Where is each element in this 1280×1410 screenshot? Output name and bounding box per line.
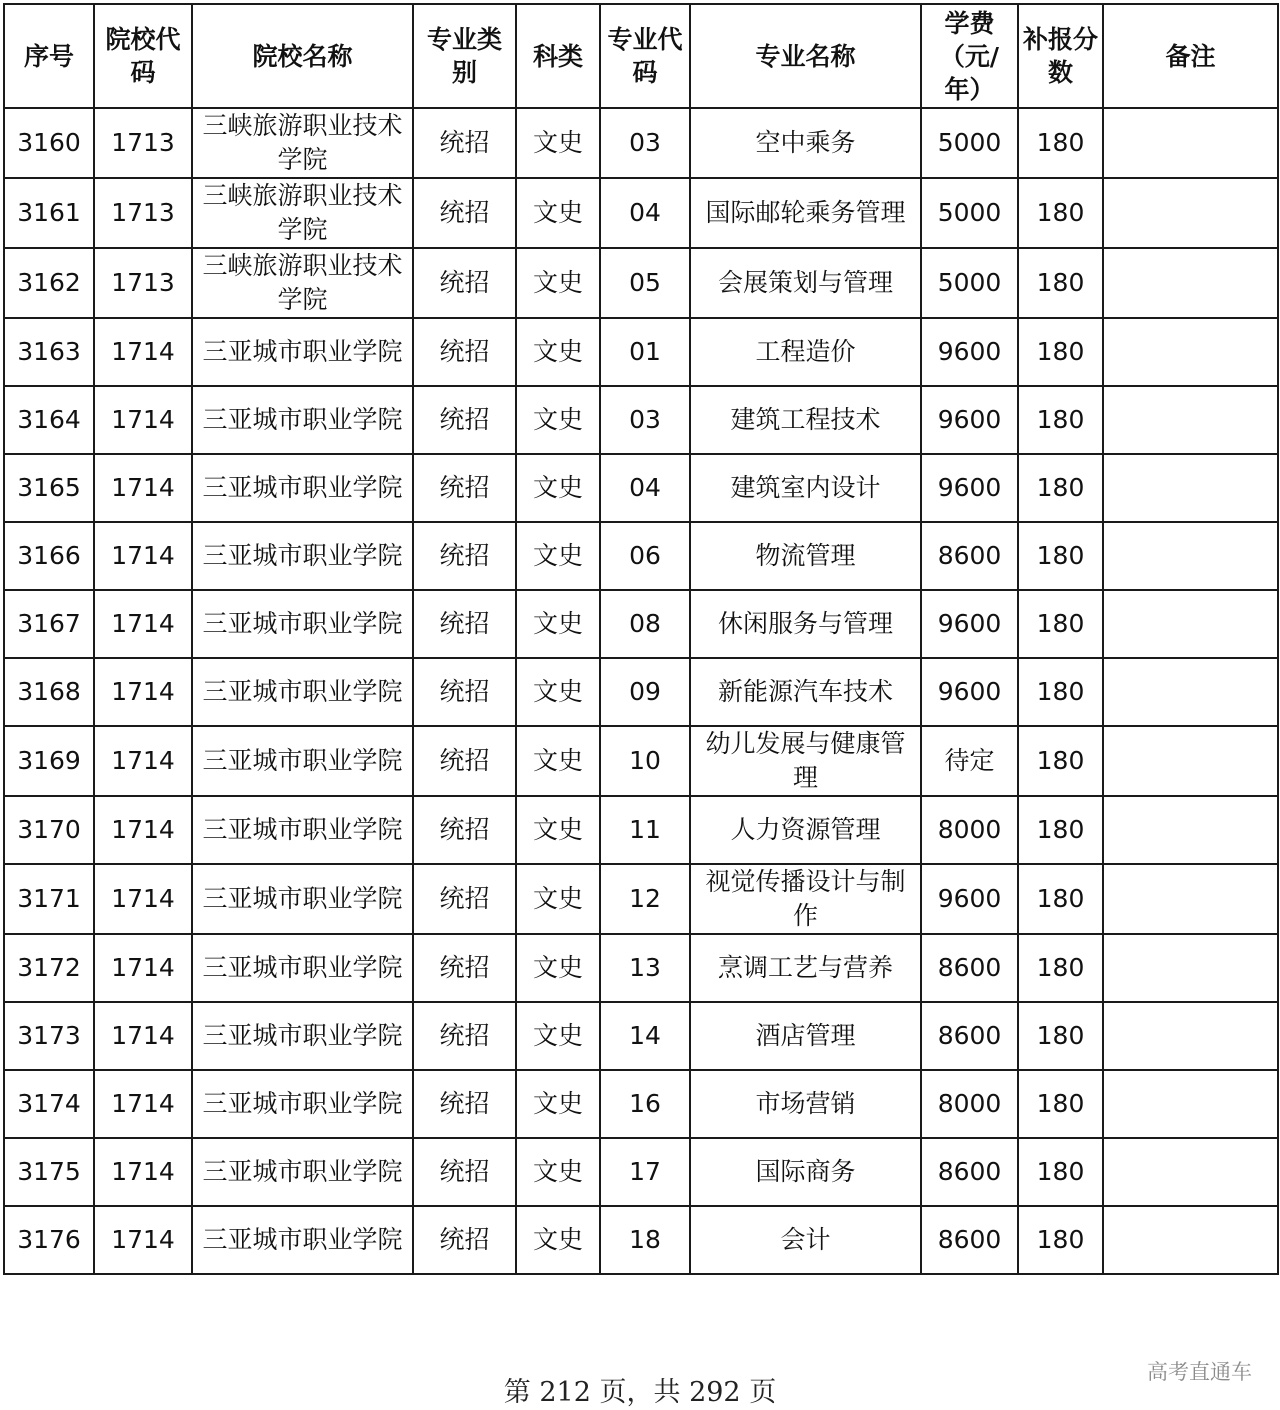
cell-school-name: 三亚城市职业学院 [192,1206,413,1274]
table-row [4,248,1278,318]
cell-remark [1103,108,1278,178]
cell-category: 文史 [516,1206,600,1274]
table-row [4,658,1278,726]
table-row [4,454,1278,522]
cell-major-name: 空中乘务 [690,108,921,178]
cell-major-type: 统招 [413,934,516,1002]
cell-major-name: 烹调工艺与营养 [690,934,921,1002]
cell-major-code: 05 [600,248,690,318]
cell-score: 180 [1018,108,1103,178]
cell-tuition: 8600 [921,1206,1018,1274]
cell-school-code: 1713 [94,178,192,248]
cell-tuition: 9600 [921,454,1018,522]
cell-tuition: 8000 [921,796,1018,864]
cell-school-code: 1713 [94,248,192,318]
cell-remark [1103,864,1278,934]
cell-major-type: 统招 [413,318,516,386]
table-row [4,108,1278,178]
cell-school-code: 1714 [94,934,192,1002]
header-major-code: 专业代码 [600,4,690,108]
cell-major-type: 统招 [413,726,516,796]
cell-school-code: 1714 [94,522,192,590]
cell-school-name: 三亚城市职业学院 [192,658,413,726]
table-row [4,726,1278,796]
cell-major-code: 09 [600,658,690,726]
cell-seq: 3176 [4,1206,94,1274]
cell-remark [1103,454,1278,522]
cell-major-name: 市场营销 [690,1070,921,1138]
header-tuition: 学费（元/年） [921,4,1018,108]
cell-school-name: 三亚城市职业学院 [192,590,413,658]
table-row [4,386,1278,454]
cell-major-code: 03 [600,108,690,178]
cell-score: 180 [1018,386,1103,454]
cell-school-code: 1714 [94,726,192,796]
cell-school-name: 三亚城市职业学院 [192,726,413,796]
cell-school-code: 1714 [94,1138,192,1206]
cell-score: 180 [1018,1002,1103,1070]
cell-seq: 3162 [4,248,94,318]
cell-major-type: 统招 [413,108,516,178]
cell-remark [1103,1138,1278,1206]
cell-school-code: 1714 [94,658,192,726]
cell-remark [1103,658,1278,726]
cell-major-type: 统招 [413,1206,516,1274]
cell-tuition: 8600 [921,934,1018,1002]
cell-school-code: 1714 [94,318,192,386]
cell-tuition: 8600 [921,522,1018,590]
cell-school-code: 1714 [94,864,192,934]
cell-major-type: 统招 [413,796,516,864]
table-row [4,1206,1278,1274]
cell-school-name: 三亚城市职业学院 [192,386,413,454]
cell-category: 文史 [516,318,600,386]
cell-major-name: 新能源汽车技术 [690,658,921,726]
cell-school-name: 三亚城市职业学院 [192,934,413,1002]
cell-school-code: 1714 [94,590,192,658]
cell-major-type: 统招 [413,454,516,522]
cell-score: 180 [1018,522,1103,590]
table-row [4,1002,1278,1070]
cell-school-code: 1714 [94,796,192,864]
cell-score: 180 [1018,178,1103,248]
header-seq: 序号 [4,4,94,108]
cell-tuition: 8000 [921,1070,1018,1138]
cell-major-name: 幼儿发展与健康管理 [690,726,921,796]
page-number: 第 212 页，共 292 页 [503,1377,777,1408]
cell-major-code: 03 [600,386,690,454]
table-row [4,318,1278,386]
cell-category: 文史 [516,590,600,658]
cell-category: 文史 [516,248,600,318]
cell-tuition: 9600 [921,318,1018,386]
cell-tuition: 5000 [921,178,1018,248]
cell-major-type: 统招 [413,1138,516,1206]
cell-major-code: 11 [600,796,690,864]
cell-major-name: 视觉传播设计与制作 [690,864,921,934]
cell-remark [1103,318,1278,386]
cell-remark [1103,248,1278,318]
cell-seq: 3161 [4,178,94,248]
cell-tuition: 9600 [921,386,1018,454]
cell-tuition: 待定 [921,726,1018,796]
cell-tuition: 8600 [921,1138,1018,1206]
cell-remark [1103,726,1278,796]
cell-major-code: 04 [600,178,690,248]
cell-major-name: 建筑室内设计 [690,454,921,522]
cell-major-name: 会计 [690,1206,921,1274]
header-major-type: 专业类别 [413,4,516,108]
cell-category: 文史 [516,178,600,248]
cell-major-name: 物流管理 [690,522,921,590]
cell-seq: 3175 [4,1138,94,1206]
table-row [4,796,1278,864]
cell-tuition: 5000 [921,248,1018,318]
cell-remark [1103,1002,1278,1070]
table-body [4,108,1278,1274]
cell-tuition: 9600 [921,658,1018,726]
cell-category: 文史 [516,522,600,590]
cell-major-code: 16 [600,1070,690,1138]
cell-major-type: 统招 [413,590,516,658]
cell-major-type: 统招 [413,1002,516,1070]
cell-major-code: 06 [600,522,690,590]
cell-school-code: 1714 [94,386,192,454]
table-row [4,522,1278,590]
cell-tuition: 9600 [921,590,1018,658]
header-score: 补报分数 [1018,4,1103,108]
cell-category: 文史 [516,864,600,934]
cell-score: 180 [1018,318,1103,386]
cell-category: 文史 [516,386,600,454]
cell-seq: 3168 [4,658,94,726]
cell-major-name: 会展策划与管理 [690,248,921,318]
cell-seq: 3169 [4,726,94,796]
cell-school-name: 三亚城市职业学院 [192,1138,413,1206]
cell-major-code: 17 [600,1138,690,1206]
cell-school-name: 三峡旅游职业技术学院 [192,178,413,248]
cell-school-name: 三亚城市职业学院 [192,522,413,590]
cell-tuition: 5000 [921,108,1018,178]
cell-remark [1103,796,1278,864]
cell-school-name: 三亚城市职业学院 [192,864,413,934]
cell-school-name: 三亚城市职业学院 [192,454,413,522]
cell-score: 180 [1018,1138,1103,1206]
cell-major-type: 统招 [413,386,516,454]
table-row [4,1138,1278,1206]
cell-category: 文史 [516,1070,600,1138]
cell-major-type: 统招 [413,522,516,590]
cell-score: 180 [1018,864,1103,934]
header-school-name: 院校名称 [192,4,413,108]
cell-school-name: 三亚城市职业学院 [192,1002,413,1070]
header-school-code: 院校代码 [94,4,192,108]
cell-major-name: 国际邮轮乘务管理 [690,178,921,248]
cell-category: 文史 [516,1002,600,1070]
cell-remark [1103,934,1278,1002]
cell-remark [1103,1070,1278,1138]
cell-major-name: 国际商务 [690,1138,921,1206]
cell-major-type: 统招 [413,178,516,248]
header-category: 科类 [516,4,600,108]
cell-score: 180 [1018,796,1103,864]
cell-school-name: 三峡旅游职业技术学院 [192,108,413,178]
cell-score: 180 [1018,248,1103,318]
cell-remark [1103,590,1278,658]
cell-seq: 3166 [4,522,94,590]
cell-category: 文史 [516,1138,600,1206]
cell-score: 180 [1018,454,1103,522]
header-remark: 备注 [1103,4,1278,108]
cell-major-code: 14 [600,1002,690,1070]
cell-school-code: 1714 [94,1206,192,1274]
cell-major-type: 统招 [413,658,516,726]
table-row [4,178,1278,248]
cell-tuition: 9600 [921,864,1018,934]
cell-category: 文史 [516,796,600,864]
watermark-text: 高考直通车 [1147,1360,1252,1384]
cell-score: 180 [1018,658,1103,726]
cell-score: 180 [1018,934,1103,1002]
cell-seq: 3160 [4,108,94,178]
cell-seq: 3163 [4,318,94,386]
cell-school-name: 三亚城市职业学院 [192,318,413,386]
cell-school-name: 三峡旅游职业技术学院 [192,248,413,318]
cell-remark [1103,1206,1278,1274]
cell-seq: 3171 [4,864,94,934]
cell-major-code: 08 [600,590,690,658]
cell-major-name: 酒店管理 [690,1002,921,1070]
cell-major-type: 统招 [413,248,516,318]
cell-remark [1103,522,1278,590]
cell-school-code: 1714 [94,1002,192,1070]
cell-major-name: 休闲服务与管理 [690,590,921,658]
admission-table [3,3,1279,1275]
cell-major-type: 统招 [413,864,516,934]
cell-seq: 3165 [4,454,94,522]
cell-major-name: 建筑工程技术 [690,386,921,454]
cell-category: 文史 [516,726,600,796]
cell-remark [1103,178,1278,248]
cell-category: 文史 [516,934,600,1002]
cell-seq: 3173 [4,1002,94,1070]
table-header-row [4,4,1278,108]
table-row [4,590,1278,658]
cell-major-code: 13 [600,934,690,1002]
cell-score: 180 [1018,1070,1103,1138]
cell-tuition: 8600 [921,1002,1018,1070]
cell-seq: 3172 [4,934,94,1002]
cell-seq: 3167 [4,590,94,658]
cell-school-code: 1714 [94,1070,192,1138]
cell-major-code: 12 [600,864,690,934]
cell-category: 文史 [516,658,600,726]
table-row [4,934,1278,1002]
cell-major-name: 人力资源管理 [690,796,921,864]
cell-seq: 3174 [4,1070,94,1138]
table-row [4,864,1278,934]
cell-major-name: 工程造价 [690,318,921,386]
cell-major-code: 04 [600,454,690,522]
cell-school-name: 三亚城市职业学院 [192,1070,413,1138]
cell-major-type: 统招 [413,1070,516,1138]
cell-remark [1103,386,1278,454]
cell-school-name: 三亚城市职业学院 [192,796,413,864]
cell-category: 文史 [516,454,600,522]
cell-score: 180 [1018,1206,1103,1274]
cell-category: 文史 [516,108,600,178]
cell-seq: 3170 [4,796,94,864]
cell-score: 180 [1018,590,1103,658]
cell-major-code: 18 [600,1206,690,1274]
header-major-name: 专业名称 [690,4,921,108]
cell-seq: 3164 [4,386,94,454]
cell-major-code: 10 [600,726,690,796]
cell-major-code: 01 [600,318,690,386]
table-row [4,1070,1278,1138]
cell-school-code: 1714 [94,454,192,522]
cell-school-code: 1713 [94,108,192,178]
cell-score: 180 [1018,726,1103,796]
